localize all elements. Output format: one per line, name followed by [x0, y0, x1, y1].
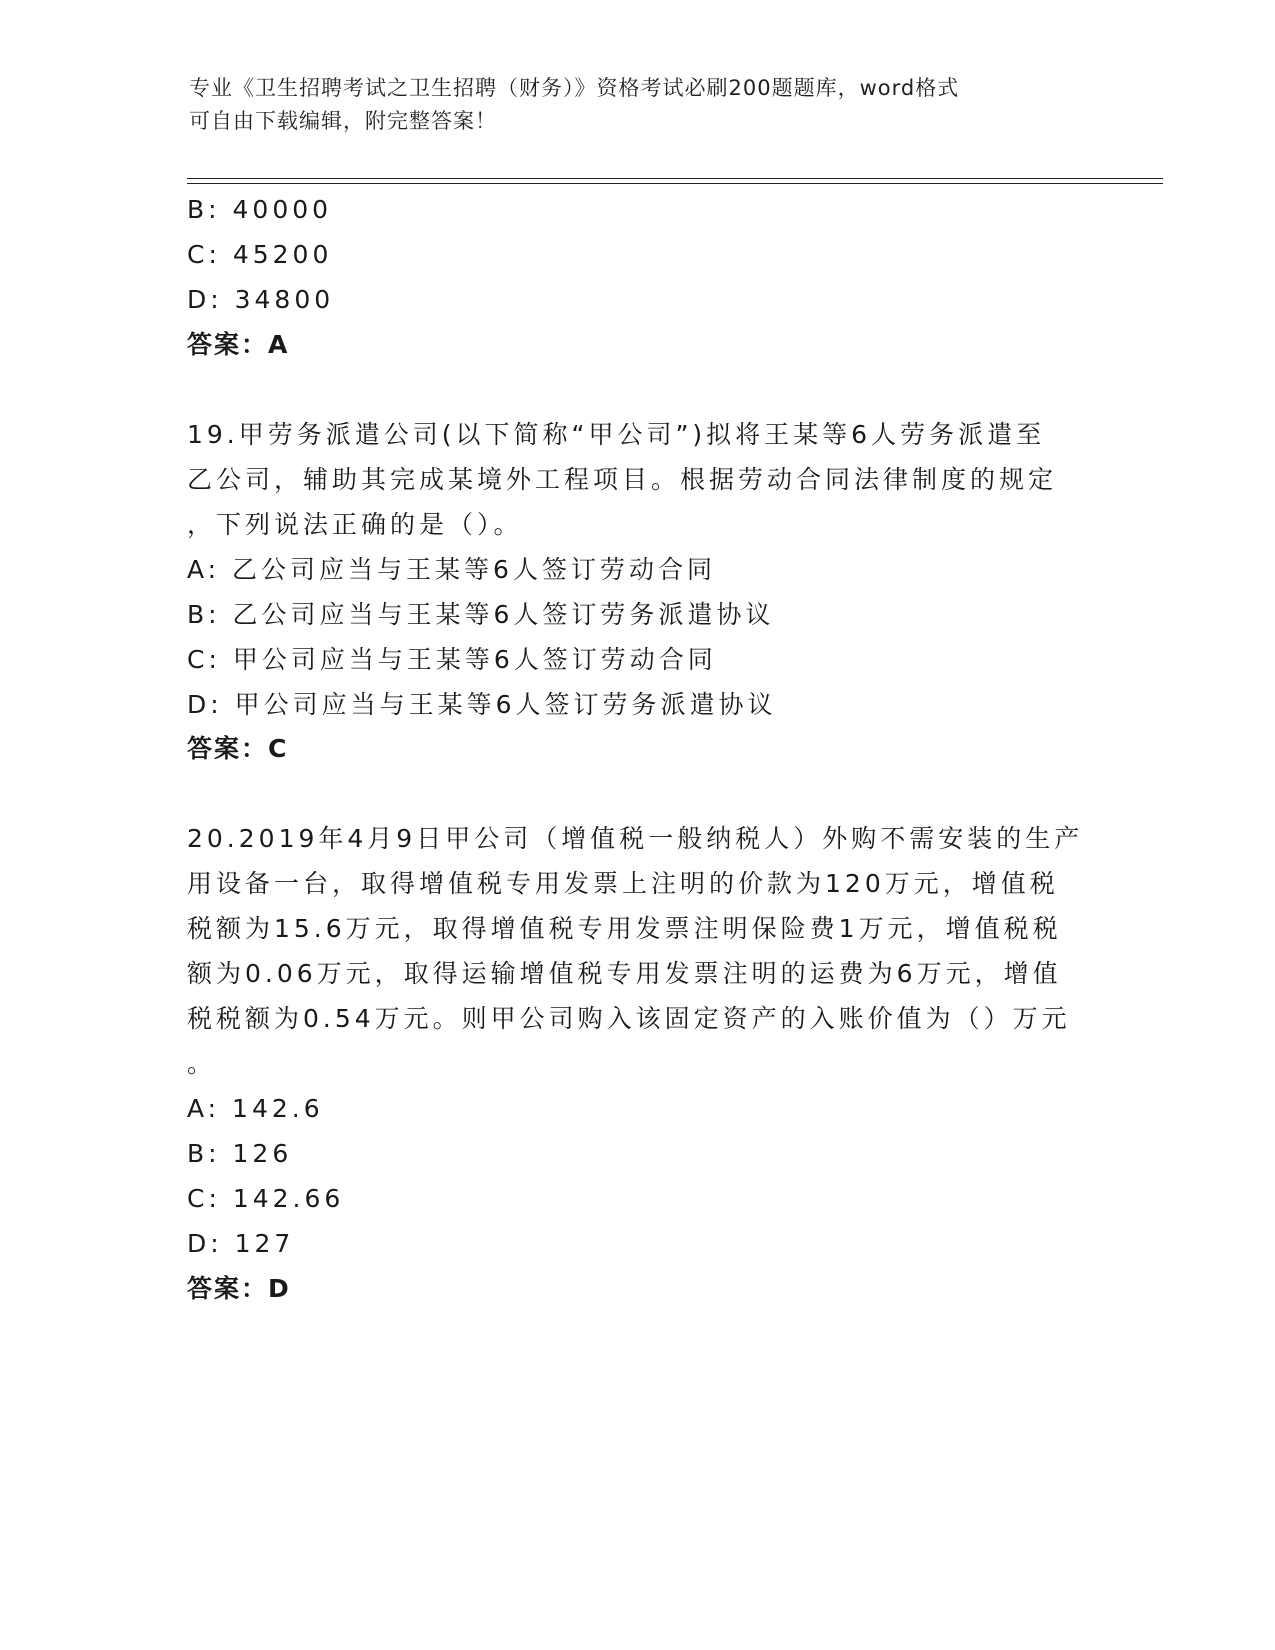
q20-stem-line-1: 20.2019年4月9日甲公司（增值税一般纳税人）外购不需安装的生产 — [187, 824, 1084, 853]
header-rule-top — [187, 178, 1163, 179]
q20-stem-line-6: 。 — [187, 1049, 217, 1078]
q20-stem-line-4: 额为0.06万元，取得运输增值税专用发票注明的运费为6万元，增值 — [187, 959, 1062, 988]
q19-answer: 答案：C — [187, 734, 289, 763]
q19-option-d: D: 甲公司应当与王某等6人签订劳务派遣协议 — [187, 690, 777, 719]
q19-stem-line-1: 19.甲劳务派遣公司(以下简称“甲公司”)拟将王某等6人劳务派遣至 — [187, 420, 1046, 449]
q20-answer: 答案：D — [187, 1274, 291, 1303]
header-rule-bottom — [187, 183, 1163, 184]
q20-stem-line-5: 税税额为0.54万元。则甲公司购入该固定资产的入账价值为（）万元 — [187, 1004, 1071, 1033]
q19-stem-line-2: 乙公司，辅助其完成某境外工程项目。根据劳动合同法律制度的规定 — [187, 465, 1058, 494]
q19-option-b: B: 乙公司应当与王某等6人签订劳务派遣协议 — [187, 600, 775, 629]
q18-option-c: C: 45200 — [187, 240, 333, 269]
q20-option-b: B: 126 — [187, 1139, 293, 1168]
q20-option-d: D: 127 — [187, 1229, 295, 1258]
header-line-2: 可自由下载编辑，附完整答案！ — [189, 109, 497, 133]
q20-option-c: C: 142.66 — [187, 1184, 345, 1213]
q19-option-c: C: 甲公司应当与王某等6人签订劳动合同 — [187, 645, 717, 674]
q18-option-b: B: 40000 — [187, 195, 333, 224]
q20-stem-line-3: 税额为15.6万元，取得增值税专用发票注明保险费1万元，增值税税 — [187, 914, 1062, 943]
q18-answer: 答案：A — [187, 330, 290, 359]
q20-option-a: A: 142.6 — [187, 1094, 324, 1123]
q19-option-a: A: 乙公司应当与王某等6人签订劳动合同 — [187, 555, 716, 584]
q20-stem-line-2: 用设备一台，取得增值税专用发票上注明的价款为120万元，增值税 — [187, 869, 1059, 898]
q19-stem-line-3: ，下列说法正确的是（）。 — [187, 510, 523, 539]
header-line-1: 专业《卫生招聘考试之卫生招聘（财务）》资格考试必刷200题题库，word格式 — [189, 76, 960, 100]
page-header — [189, 72, 1089, 138]
q18-option-d: D: 34800 — [187, 285, 335, 314]
